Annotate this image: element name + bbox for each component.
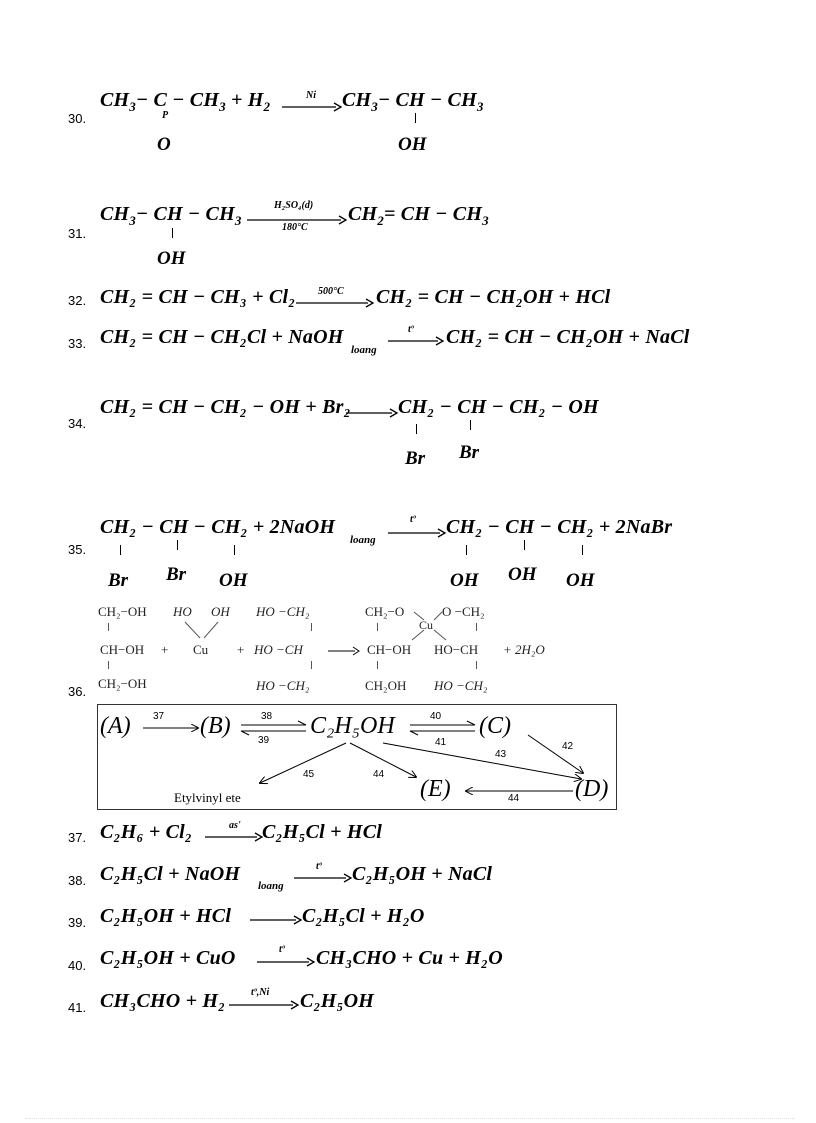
oxygen-label: O	[157, 134, 171, 155]
product-formula: C₂H₅Cl + H₂O	[302, 905, 425, 927]
bromine-label: Br	[405, 448, 426, 469]
reactant-formula: CH₂ = CH − CH₂ − OH + Br₂	[100, 396, 351, 418]
bond-line	[108, 623, 109, 631]
step-label: 37	[153, 711, 165, 722]
compound-e: (E)	[420, 776, 451, 802]
bond-line	[311, 623, 312, 631]
bond-line	[416, 424, 417, 434]
bond-line	[120, 545, 121, 555]
reactant-formula: CH₂ = CH − CH₂Cl + NaOH	[100, 326, 344, 348]
hydroxyl-label: OH	[219, 570, 248, 591]
glycerol-line: CH−OH	[100, 642, 145, 657]
reaction-arrow	[294, 873, 352, 874]
double-bond-mark: P	[162, 110, 169, 121]
reaction-condition: as'	[229, 820, 241, 831]
step-label: 41	[435, 737, 447, 748]
bond-line	[470, 420, 471, 430]
glycerol-line: HO −CH	[254, 642, 303, 657]
complex-line: HO −CH₂	[434, 678, 488, 693]
glycerol-line: HO −CH₂	[256, 678, 310, 693]
equation-number: 30.	[68, 111, 87, 126]
plus-sign: +	[237, 642, 245, 657]
ether-label: Etylvinyl ete	[174, 790, 241, 805]
reaction-arrow	[282, 102, 342, 103]
reactant-formula: CH₃CHO + H₂	[100, 990, 226, 1012]
hydroxyl-label: OH	[508, 564, 537, 585]
equation-number: 41.	[68, 1000, 87, 1015]
reaction-arrow	[257, 957, 315, 958]
reactant-formula: $CH_3- C - CH_3 + H_2$	[100, 89, 271, 114]
reaction-condition: tº	[316, 861, 322, 872]
reaction-condition: tº	[408, 324, 414, 335]
product-formula: C₂H₅OH + NaCl	[352, 863, 493, 885]
product-formula: $CH_2=$ CH − $CH_3$	[348, 203, 489, 228]
page-bottom-border	[25, 1118, 795, 1119]
reaction-condition: tº	[279, 944, 285, 955]
reactant-formula: $CH_3-$ CH − $CH_3$	[100, 203, 242, 228]
reactant-formula: C₂H₅OH + CuO	[100, 947, 236, 969]
equation-number: 39.	[68, 915, 87, 930]
subscript-loang: loang	[258, 880, 284, 892]
subscript-loang: loang	[350, 534, 376, 546]
reaction-condition: 500°C	[318, 286, 344, 297]
reaction-condition: tº,Ni	[251, 987, 270, 998]
reaction-condition: Ni	[306, 90, 316, 101]
bond-line	[177, 540, 178, 550]
ethanol-label: C₂H₅OH	[310, 713, 395, 739]
product-formula: C₂H₅OH	[300, 990, 375, 1012]
glycerol-line: HO −CH₂	[256, 604, 310, 619]
reaction-arrow	[388, 528, 446, 529]
compound-b: (B)	[200, 713, 231, 739]
reaction-arrow	[328, 646, 360, 647]
reaction-temperature: 180°C	[282, 222, 308, 233]
step-label: 43	[495, 749, 507, 760]
water-product: + 2H₂O	[503, 642, 545, 657]
step-label: 44	[373, 769, 385, 780]
reactant-formula: CH₂ = CH − CH₃ + Cl₂	[100, 286, 296, 308]
compound-c: (C)	[479, 713, 511, 739]
bond-line	[415, 113, 416, 123]
product-formula: CH₂ − CH − CH₂ − OH	[398, 396, 599, 418]
product-formula: CH₃CHO + Cu + H₂O	[316, 947, 503, 969]
complex-line: CH₂OH	[365, 678, 407, 693]
equation-number: 40.	[68, 958, 87, 973]
equation-number: 37.	[68, 830, 87, 845]
reaction-arrow	[247, 215, 347, 216]
compound-a: (A)	[100, 713, 131, 739]
bromine-label: Br	[166, 564, 187, 585]
copper-label: Cu	[193, 642, 209, 657]
equation-number: 36.	[68, 684, 87, 699]
product-formula: CH₂ = CH − CH₂OH + HCl	[376, 286, 611, 308]
glycerol-line: CH₂−OH	[98, 604, 147, 619]
step-label: 45	[303, 769, 315, 780]
bond-line	[172, 228, 173, 238]
reaction-arrow	[229, 1000, 299, 1001]
hydroxyl-label: OH	[450, 570, 479, 591]
hydroxyl-label: OH	[566, 570, 595, 591]
product-formula: C₂H₅Cl + HCl	[262, 821, 382, 843]
step-label: 38	[261, 711, 273, 722]
reaction-scheme	[97, 704, 617, 810]
equation-number: 34.	[68, 416, 87, 431]
step-label: 40	[430, 711, 442, 722]
equation-number: 33.	[68, 336, 87, 351]
bond-line	[476, 623, 477, 631]
hydroxyl-label: OH	[157, 248, 186, 269]
product-formula: CH₂ = CH − CH₂OH + NaCl	[446, 326, 690, 348]
copper-bonds	[180, 620, 224, 642]
hydroxide-label: HO	[173, 604, 192, 619]
reaction-condition: tº	[410, 514, 416, 525]
bromine-label: Br	[459, 442, 480, 463]
reaction-arrow	[250, 915, 302, 916]
bond-line	[108, 661, 109, 669]
product-formula: $CH_3-$ CH − $CH_3$	[342, 89, 484, 114]
compound-d: (D)	[575, 776, 609, 802]
bond-line	[377, 661, 378, 669]
bond-line	[476, 661, 477, 669]
hydroxide-label: OH	[211, 604, 230, 619]
product-formula: CH₂ − CH − CH₂ + 2NaBr	[446, 516, 673, 538]
step-label: 39	[258, 735, 270, 746]
equation-number: 38.	[68, 873, 87, 888]
reaction-condition: H₂SO₄(d)	[274, 200, 314, 211]
reactant-formula: C₂H₅Cl + NaOH	[100, 863, 241, 885]
step-label: 44	[508, 793, 520, 804]
reaction-arrow	[346, 408, 398, 409]
complex-line: CH₂−O	[365, 604, 405, 619]
reactant-formula: CH₂ − CH − CH₂ + 2NaOH	[100, 516, 336, 538]
bond-line	[311, 661, 312, 669]
bond-line	[524, 540, 525, 550]
plus-sign: +	[161, 642, 169, 657]
bond-line	[234, 545, 235, 555]
copper-label: Cu	[419, 618, 434, 632]
reaction-arrow	[296, 298, 374, 299]
reactant-formula: C₂H₅OH + HCl	[100, 905, 232, 927]
glycerol-line: CH₂−OH	[98, 676, 147, 691]
complex-line: O −CH₂	[442, 604, 485, 619]
bromine-label: Br	[108, 570, 129, 591]
equation-number: 31.	[68, 226, 87, 241]
equation-number: 32.	[68, 293, 87, 308]
bond-line	[466, 545, 467, 555]
reaction-arrow	[205, 832, 263, 833]
complex-line: CH−OH	[367, 642, 412, 657]
complex-line: HO−CH	[434, 642, 479, 657]
subscript-loang: loang	[351, 344, 377, 356]
hydroxyl-label: OH	[398, 134, 427, 155]
reaction-arrow	[388, 336, 444, 337]
equation-number: 35.	[68, 542, 87, 557]
bond-line	[377, 623, 378, 631]
step-label: 42	[562, 741, 574, 752]
bond-line	[582, 545, 583, 555]
reactant-formula: C₂H₆ + Cl₂	[100, 821, 193, 843]
